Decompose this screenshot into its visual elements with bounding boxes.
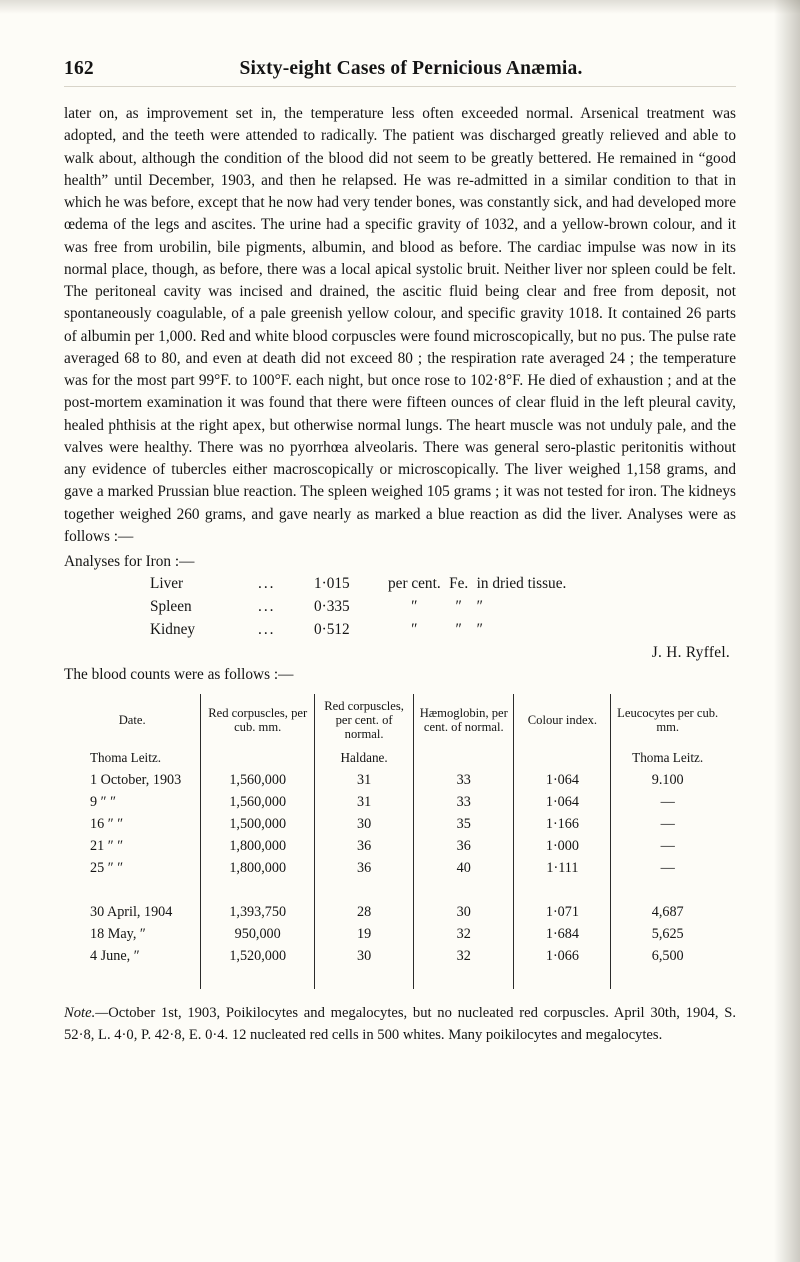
analyses-heading: Analyses for Iron :— [64, 553, 195, 570]
cell-colour-index: 1·066 [514, 945, 611, 967]
table-row [64, 813, 724, 835]
cell-red-per-cent: 31 [315, 791, 414, 813]
subheader-device-thoma-leitz: Thoma Leitz. [611, 747, 724, 769]
cell-leucocytes: — [611, 835, 724, 857]
cell-leucocytes: 9.100 [611, 769, 724, 791]
table-subheader-row [64, 747, 724, 769]
cell-colour-index: 1·166 [514, 813, 611, 835]
note-label: Note.— [64, 1005, 109, 1022]
iron-analyses-table [150, 573, 566, 642]
cell-red-per-cub-mm: 1,560,000 [201, 791, 315, 813]
cell-haemoglobin: 36 [414, 835, 514, 857]
table-note [64, 1003, 736, 1046]
analyses-organ: Liver [150, 575, 184, 593]
analyses-unit-3: in dried tissue. [476, 575, 567, 593]
table-head [64, 694, 724, 747]
blood-counts-intro: The blood counts were as follows :— [64, 666, 294, 684]
subheader-blank-1 [201, 747, 315, 769]
cell-haemoglobin: 33 [414, 769, 514, 791]
cell-leucocytes: 5,625 [611, 923, 724, 945]
cell-red-per-cub-mm: 1,560,000 [201, 769, 315, 791]
analyses-row [150, 619, 566, 642]
table-body [64, 747, 724, 989]
column-header-red-corpuscles: Red corpuscles, per cub. mm. [201, 694, 315, 747]
cell-red-per-cub-mm: 1,393,750 [201, 901, 315, 923]
table-row [64, 945, 724, 967]
table-row [64, 791, 724, 813]
analyses-dots: ... [258, 621, 276, 639]
analyses-unit-3: ″ [476, 598, 484, 616]
page-top-shadow [0, 0, 800, 14]
analyses-dots: ... [258, 598, 276, 616]
column-header-date: Date. [118, 713, 146, 728]
running-title: Sixty-eight Cases of Pernicious Anæmia. [239, 58, 583, 79]
cell-colour-index: 1·684 [514, 923, 611, 945]
cell-date: 18 May, ″ [90, 925, 146, 942]
page-content [64, 58, 736, 1046]
cell-date: 30 April, 1904 [90, 903, 173, 920]
cell-date: 1 October, 1903 [90, 771, 182, 788]
analyses-unit-1: ″ [411, 621, 418, 639]
table-row [64, 901, 724, 923]
cell-red-per-cub-mm: 1,800,000 [201, 857, 315, 879]
analyses-unit-1: per cent. [388, 575, 441, 593]
page-header [64, 58, 736, 80]
table-header-row [64, 694, 724, 747]
table-row [64, 769, 724, 791]
body-paragraph: later on, as improvement set in, the temperature less often exceeded normal. Arsenical treatment was adopted, and the teeth were attended to radically. The patient was discharged greatly relieved and able to walk about, although the condition of the blood did not seem to be greatly bettered. He remained in “good health” until December, 1903, and then he relapsed. He was re-admitted in a similar condition to that in which he was before, except that he now had very tender bones, was constantly sick, and had developed more œdema of the legs and ascites. The urine had a specific gravity of 1032, and a yellow-brown colour, and it was free from urobilin, bile pigments, albumin, and blood as before. The cardiac impulse was now in its normal place, though, as before, there was a local apical systolic bruit. Neither liver nor spleen could be felt. The peritoneal cavity was incised and drained, the ascitic fluid being clear and free from deposit, not spontaneously coagulable, of a pale greenish yellow colour, and specific gravity 1018. It contained 26 parts of albumin per 1,000. Red and white blood corpuscles were found microscopically, but no pus. The pulse rate averaged 68 to 80, and even at death did not exceed 80 ; the respiration rate averaged 24 ; the temperature was for the most part 99°F. to 100°F. each night, but once rose to 102·8°F. He died of exhaustion ; and at the post-mortem examination it was found that there were fifteen ounces of clear fluid in the left pleural cavity, healed phthisis at the right apex, but otherwise normal lungs. The heart muscle was not unduly pale, and the valves were healthy. There was no pyorrhœa alveolaris. There was general sero-plastic peritonitis without any evidence of tubercles either macroscopically or microscopically. The liver weighed 1,158 grams, and gave a marked Prussian blue reaction. The spleen weighed 105 grams ; it was not tested for iron. The kidneys together weighed 260 grams, and gave nearly as marked a blue reaction as did the liver. Analyses were as follows :— [64, 105, 736, 545]
table-row [64, 857, 724, 879]
analyses-organ: Spleen [150, 598, 192, 616]
subheader-device-thoma: Thoma Leitz. [90, 750, 162, 766]
cell-red-per-cent: 19 [315, 923, 414, 945]
table-row [64, 835, 724, 857]
cell-date: 16 ″ ″ [90, 815, 124, 832]
cell-leucocytes: — [611, 857, 724, 879]
analyses-dots: ... [258, 575, 276, 593]
cell-date: 21 ″ ″ [90, 837, 124, 854]
analyses-unit-3: ″ [476, 621, 484, 639]
column-header-leucocytes: Leucocytes per cub. mm. [611, 694, 724, 747]
column-header-red-percent: Red corpuscles, per cent. of normal. [315, 694, 414, 747]
cell-colour-index: 1·064 [514, 769, 611, 791]
cell-haemoglobin: 40 [414, 857, 514, 879]
subheader-blank-3 [514, 747, 611, 769]
page-gutter-shadow [774, 0, 800, 1262]
cell-red-per-cent: 30 [315, 945, 414, 967]
cell-leucocytes: — [611, 813, 724, 835]
cell-haemoglobin: 30 [414, 901, 514, 923]
page-number: 162 [64, 58, 94, 79]
cell-haemoglobin: 35 [414, 813, 514, 835]
analyses-unit-2: ″ [455, 621, 462, 639]
analyses-unit-2: Fe. [449, 575, 469, 593]
note-text: October 1st, 1903, Poikilocytes and megalocytes, but no nucleated red corpuscles. April 30th, 1904, S. 52·8, L. 4·0, P. 42·8, E. 0·4. 12 nucleated red cells in 500 whites. Many poikilocytes and megalocytes. [64, 1005, 736, 1043]
cell-red-per-cub-mm: 1,520,000 [201, 945, 315, 967]
cell-colour-index: 1·000 [514, 835, 611, 857]
cell-colour-index: 1·071 [514, 901, 611, 923]
subheader-blank-2 [414, 747, 514, 769]
column-header-colour-index: Colour index. [514, 694, 611, 747]
cell-date: 4 June, ″ [90, 947, 140, 964]
analyses-value: 1·015 [314, 575, 350, 593]
cell-haemoglobin: 32 [414, 923, 514, 945]
cell-red-per-cent: 36 [315, 835, 414, 857]
blood-counts-table [64, 694, 724, 989]
cell-leucocytes: 6,500 [611, 945, 724, 967]
cell-red-per-cent: 31 [315, 769, 414, 791]
cell-haemoglobin: 32 [414, 945, 514, 967]
analyses-organ: Kidney [150, 621, 196, 639]
cell-colour-index: 1·064 [514, 791, 611, 813]
table-spacer-row [64, 879, 724, 901]
cell-red-per-cub-mm: 1,800,000 [201, 835, 315, 857]
cell-red-per-cub-mm: 1,500,000 [201, 813, 315, 835]
cell-red-per-cent: 36 [315, 857, 414, 879]
analyses-unit-2: ″ [455, 598, 462, 616]
analyses-row [150, 596, 566, 619]
cell-date: 9 ″ ″ [90, 793, 117, 810]
cell-date: 25 ″ ″ [90, 859, 124, 876]
cell-leucocytes: 4,687 [611, 901, 724, 923]
column-header-haemoglobin: Hæmoglobin, per cent. of normal. [414, 694, 514, 747]
analyses-value: 0·512 [314, 621, 350, 639]
table-row [64, 923, 724, 945]
cell-red-per-cub-mm: 950,000 [201, 923, 315, 945]
analyses-row [150, 573, 566, 596]
cell-haemoglobin: 33 [414, 791, 514, 813]
analyses-value: 0·335 [314, 598, 350, 616]
cell-leucocytes: — [611, 791, 724, 813]
cell-red-per-cent: 30 [315, 813, 414, 835]
analyses-unit-1: ″ [411, 598, 418, 616]
cell-red-per-cent: 28 [315, 901, 414, 923]
analyses-signature: J. H. Ryffel. [651, 644, 730, 662]
header-rule [64, 86, 736, 87]
subheader-device-haldane: Haldane. [315, 747, 414, 769]
cell-colour-index: 1·111 [514, 857, 611, 879]
table-bottom-spacer-row [64, 967, 724, 989]
